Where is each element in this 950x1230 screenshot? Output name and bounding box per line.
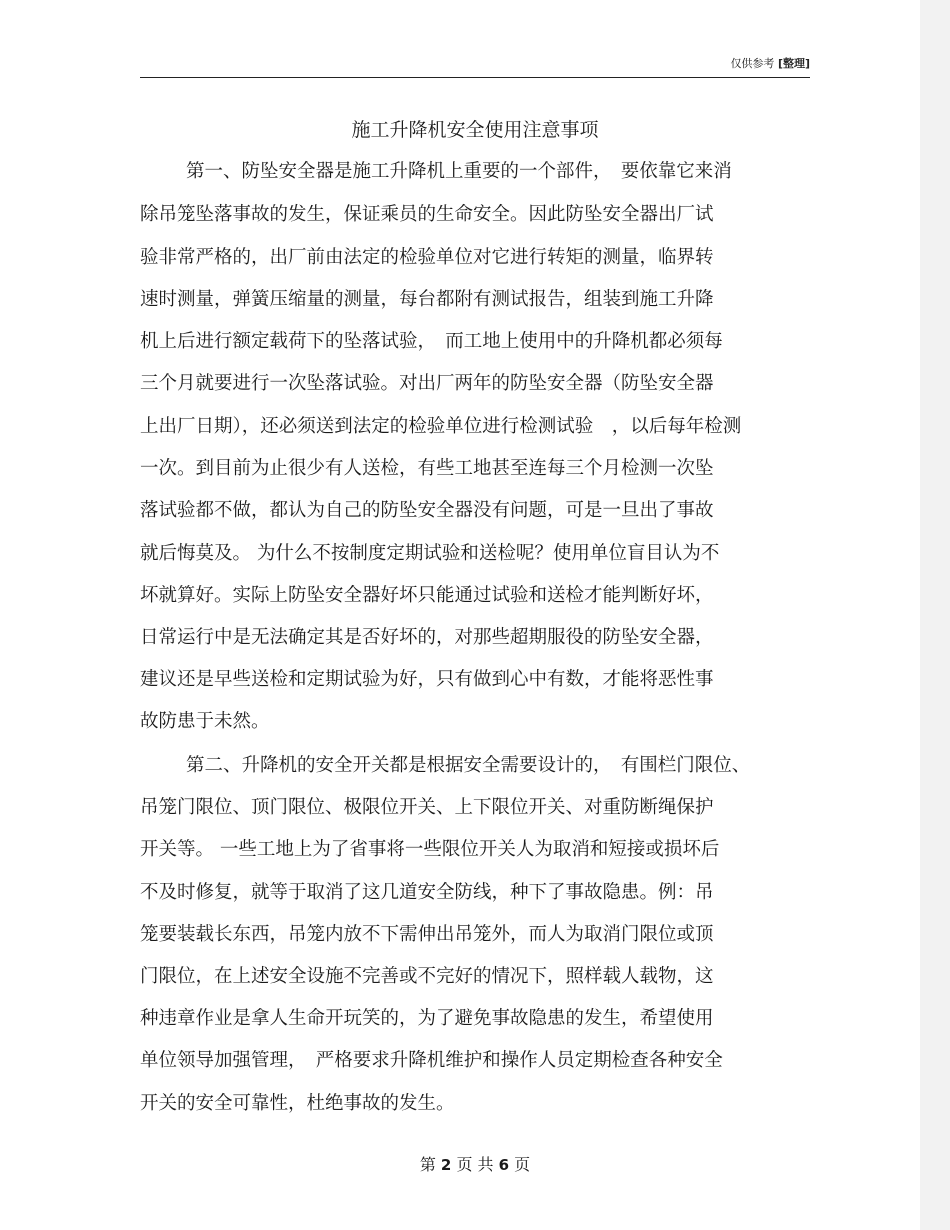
paragraph-line: 除吊笼坠落事故的发生，保证乘员的生命安全。因此防坠安全器出厂试 [140,204,714,225]
paragraph-line: 落试验都不做，都认为自己的防坠安全器没有问题，可是一旦出了事故 [140,500,714,521]
paragraph-line: 单位领导加强管理， 严格要求升降机维护和操作人员定期检查各种安全 [140,1050,723,1071]
current-page-number: 2 [440,1156,452,1174]
page-header [140,55,810,78]
paragraph-line: 一次。到目前为止很少有人送检，有些工地甚至连每三个月检测一次坠 [140,458,714,479]
paragraph-line: 日常运行中是无法确定其是否好坏的，对那些超期服役的防坠安全器， [140,627,714,648]
paragraph-line: 吊笼门限位、顶门限位、极限位开关、上下限位开关、对重防断绳保护 [140,797,714,818]
paragraph-line: 上出厂日期），还必须送到法定的检验单位进行检测试验 ，以后每年检测 [140,416,742,437]
total-page-count: 6 [498,1156,510,1174]
paragraph-line: 种违章作业是拿人生命开玩笑的，为了避免事故隐患的发生，希望使用 [140,1008,714,1029]
page-footer [140,1153,810,1177]
paragraph-line: 机上后进行额定载荷下的坠落试验， 而工地上使用中的升降机都必须每 [140,331,723,352]
paragraph-line: 第二、升降机的安全开关都是根据安全需要设计的， 有围栏门限位、 [186,755,751,776]
footer-prefix: 第 [419,1155,436,1174]
paragraph-line: 不及时修复，就等于取消了这几道安全防线，种下了事故隐患。例：吊 [140,882,714,903]
paragraph-line: 开关的安全可靠性，杜绝事故的发生。 [140,1093,455,1114]
footer-mid: 页 共 [456,1155,494,1174]
paragraph-line: 开关等。 一些工地上为了省事将一些限位开关人为取消和短接或损坏后 [140,839,720,860]
paragraph-line: 笼要装载长东西，吊笼内放不下需伸出吊笼外，而人为取消门限位或顶 [140,924,714,945]
paragraph-line: 验非常严格的，出厂前由法定的检验单位对它进行转矩的测量，临界转 [140,247,714,268]
paragraph-line: 就后悔莫及。 为什么不按制度定期试验和送检呢？使用单位盲目认为不 [140,543,720,564]
header-tag: [整理] [777,57,810,70]
footer-suffix: 页 [514,1155,531,1174]
paragraph-line: 速时测量，弹簧压缩量的测量，每台都附有测试报告，组装到施工升降 [140,289,714,310]
document-title: 施工升降机安全使用注意事项 [351,119,599,141]
paragraph-line: 门限位，在上述安全设施不完善或不完好的情况下，照样载人载物，这 [140,966,714,987]
page-edge [920,0,950,1230]
paragraph-line: 坏就算好。实际上防坠安全器好坏只能通过试验和送检才能判断好坏， [140,585,714,606]
paragraph-line: 故防患于未然。 [140,711,270,732]
paragraph-line: 三个月就要进行一次坠落试验。对出厂两年的防坠安全器（防坠安全器 [140,373,714,394]
paragraph-line: 建议还是早些送检和定期试验为好，只有做到心中有数，才能将恶性事 [140,669,714,690]
paragraph-line: 第一、防坠安全器是施工升降机上重要的一个部件， 要依靠它来消 [186,161,732,182]
header-note: 仅供参考 [730,57,775,70]
